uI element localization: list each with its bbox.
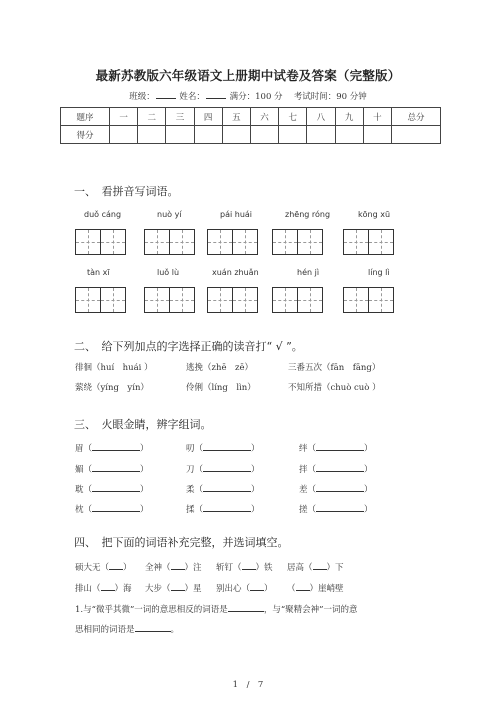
name-label: 姓名： xyxy=(179,92,205,102)
pinyin: zhēng róng xyxy=(285,210,331,219)
name-blank[interactable] xyxy=(206,90,226,99)
idiom-item: 居高（ ）下 xyxy=(287,560,344,573)
char-item: 柔（ ） xyxy=(186,482,260,495)
section2-title: 二、 给下列加点的字选择正确的读音打“ √ ”。 xyxy=(74,340,303,353)
score-header-cell: 四 xyxy=(194,108,222,126)
score-cell[interactable] xyxy=(110,126,138,144)
char-item: 叨（ ） xyxy=(186,441,260,454)
pinyin: kōng xū xyxy=(358,210,391,219)
page-number: 1 / 7 xyxy=(232,680,264,690)
page-title: 最新苏教版六年级语文上册期中试卷及答案（完整版） xyxy=(95,68,401,83)
char-item: 眉（ ） xyxy=(75,441,149,454)
question-1-line2: 思相同的词语是 。 xyxy=(75,622,179,635)
score-header-cell: 九 xyxy=(335,108,363,126)
score-cell[interactable] xyxy=(138,126,166,144)
score-cell[interactable] xyxy=(363,126,391,144)
score-cell[interactable] xyxy=(166,126,194,144)
answer-blank[interactable] xyxy=(171,581,185,591)
answer-blank[interactable] xyxy=(109,560,123,570)
idiom-item: 硕大无（ ） xyxy=(75,560,132,573)
score-cell[interactable] xyxy=(194,126,222,144)
answer-blank[interactable] xyxy=(92,462,140,472)
pinyin: duǒ cáng xyxy=(84,210,122,219)
char-item: 绊（ ） xyxy=(299,441,373,454)
reading-item[interactable]: 徘徊（huí huái ） xyxy=(75,363,153,373)
answer-blank[interactable] xyxy=(203,462,251,472)
score-cell[interactable] xyxy=(307,126,335,144)
char-item: 差（ ） xyxy=(299,482,373,495)
reading-item[interactable]: 萦绕（yíng yín） xyxy=(75,383,149,393)
pinyin: tàn xī xyxy=(87,268,110,277)
answer-box[interactable] xyxy=(75,229,126,255)
score-cell[interactable] xyxy=(392,126,441,144)
answer-blank[interactable] xyxy=(171,560,185,570)
pinyin: nuò yí xyxy=(157,210,182,219)
idiom-item: 全神（ ）注 xyxy=(145,560,202,573)
score-cell[interactable] xyxy=(335,126,363,144)
score-header-cell: 一 xyxy=(110,108,138,126)
answer-box[interactable] xyxy=(144,287,195,313)
score-header-cell: 十 xyxy=(363,108,391,126)
answer-box[interactable] xyxy=(272,229,323,255)
pinyin: líng lì xyxy=(368,268,390,277)
char-item: 揉（ ） xyxy=(186,502,260,515)
answer-box[interactable] xyxy=(272,287,323,313)
answer-blank[interactable] xyxy=(203,502,251,512)
score-header-cell: 八 xyxy=(307,108,335,126)
answer-blank[interactable] xyxy=(316,482,364,492)
score-table xyxy=(60,107,441,144)
char-item: 媚（ ） xyxy=(75,462,149,475)
section3-title: 三、 火眼金睛，辨字组词。 xyxy=(74,418,212,431)
answer-box[interactable] xyxy=(144,229,195,255)
reading-item[interactable]: 伶俐（líng lìn） xyxy=(186,383,256,393)
answer-blank[interactable] xyxy=(313,560,327,570)
reading-item[interactable]: 三番五次（fān fāng） xyxy=(288,363,381,373)
pinyin: hén jì xyxy=(297,268,320,277)
section4-title: 四、 把下面的词语补充完整，并选词填空。 xyxy=(74,536,289,549)
answer-blank[interactable] xyxy=(316,462,364,472)
idiom-item: 斩钉（ ）铁 xyxy=(216,560,273,573)
answer-box[interactable] xyxy=(207,229,258,255)
answer-blank[interactable] xyxy=(203,482,251,492)
class-label: 班级： xyxy=(129,92,155,102)
char-item: 搓（ ） xyxy=(299,502,373,515)
pinyin: xuán zhuǎn xyxy=(212,268,259,277)
score-header-cell: 五 xyxy=(222,108,250,126)
idiom-item: 排山（ ）海 xyxy=(75,581,132,594)
idiom-item: （ ）崖峭壁 xyxy=(287,581,344,594)
pinyin: pái huái xyxy=(220,210,253,219)
score-header-cell: 六 xyxy=(250,108,278,126)
answer-box[interactable] xyxy=(75,287,126,313)
pinyin: luǒ lù xyxy=(157,268,180,277)
question-1-line1: 1.与“微乎其微”一词的意思相反的词语是 ，与“聚精会神”一词的意 xyxy=(75,602,358,615)
answer-blank[interactable] xyxy=(316,502,364,512)
answer-blank[interactable] xyxy=(242,560,256,570)
answer-box[interactable] xyxy=(343,229,394,255)
section1-title: 一、 看拼音写词语。 xyxy=(74,185,179,198)
answer-box[interactable] xyxy=(343,287,394,313)
score-cell[interactable] xyxy=(279,126,307,144)
time-info: 考试时间：90 分钟 xyxy=(293,92,367,102)
score-cell[interactable] xyxy=(250,126,278,144)
idiom-item: 别出心（ ） xyxy=(216,581,273,594)
score-header-cell: 二 xyxy=(138,108,166,126)
score-header-cell: 七 xyxy=(279,108,307,126)
answer-blank[interactable] xyxy=(228,602,264,612)
score-header-cell: 题序 xyxy=(61,108,110,126)
char-item: 拌（ ） xyxy=(299,462,373,475)
answer-blank[interactable] xyxy=(316,441,364,451)
char-item: 耽（ ） xyxy=(75,482,149,495)
char-item: 刀（ ） xyxy=(186,462,260,475)
answer-blank[interactable] xyxy=(250,581,264,591)
answer-box[interactable] xyxy=(207,287,258,313)
answer-blank[interactable] xyxy=(135,622,171,632)
reading-item[interactable]: 逃挽（zhē zē） xyxy=(186,363,253,373)
reading-item[interactable]: 不知所措（chuò cuò ） xyxy=(288,383,381,393)
char-item: 枕（ ） xyxy=(75,502,149,515)
answer-blank[interactable] xyxy=(92,482,140,492)
score-header-cell: 三 xyxy=(166,108,194,126)
score-cell[interactable] xyxy=(222,126,250,144)
score-header-cell: 总分 xyxy=(392,108,441,126)
answer-blank[interactable] xyxy=(92,502,140,512)
answer-blank[interactable] xyxy=(296,581,310,591)
exam-info xyxy=(0,90,496,102)
class-blank[interactable] xyxy=(156,90,176,99)
answer-blank[interactable] xyxy=(101,581,115,591)
score-info: 满分：100 分 xyxy=(229,92,283,102)
idiom-item: 大步（ ）星 xyxy=(145,581,202,594)
score-row-label: 得分 xyxy=(61,126,110,144)
answer-blank[interactable] xyxy=(203,441,251,451)
answer-blank[interactable] xyxy=(92,441,140,451)
